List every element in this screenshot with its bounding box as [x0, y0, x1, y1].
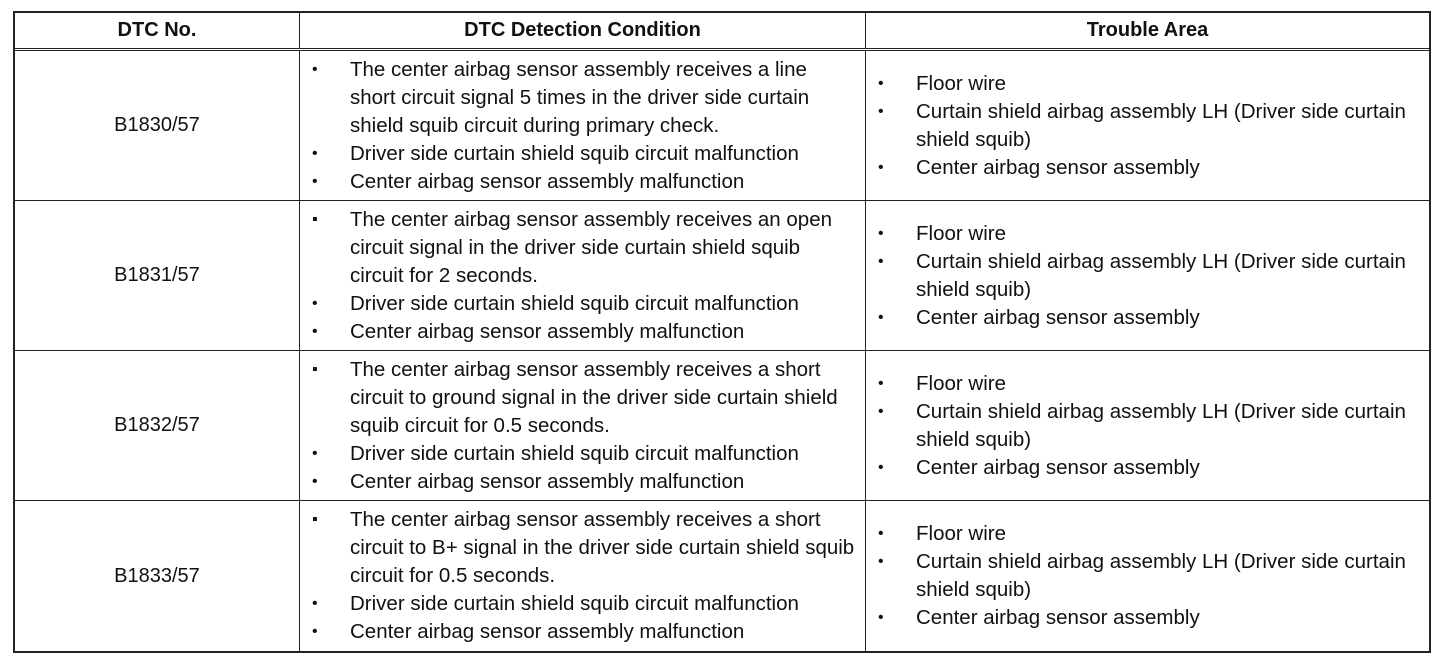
list-item	[866, 248, 1429, 304]
area-text: Center airbag sensor assembly	[916, 155, 1200, 179]
list-item	[866, 548, 1429, 604]
table-row	[15, 501, 1429, 651]
dtc-code: B1832/57	[114, 414, 200, 436]
list-item	[300, 468, 865, 496]
dtc-code: B1831/57	[114, 264, 200, 286]
list-item	[866, 604, 1429, 632]
area-text: Floor wire	[916, 522, 1006, 545]
area-list	[866, 70, 1429, 182]
bullet-icon: •	[312, 472, 318, 490]
area-text: Center airbag sensor assembly	[916, 455, 1200, 479]
bullet-icon: •	[878, 74, 884, 92]
list-item	[300, 506, 865, 590]
condition-cell	[300, 201, 866, 350]
header-dtc-no: DTC No.	[15, 13, 300, 48]
list-item	[300, 590, 865, 618]
area-list	[866, 520, 1429, 632]
bullet-icon: •	[878, 402, 884, 420]
list-item	[866, 398, 1429, 454]
bullet-icon: •	[878, 158, 884, 176]
condition-list	[300, 56, 865, 196]
dtc-cell	[15, 351, 300, 500]
condition-text: The center airbag sensor assembly receives a short circuit to B+ signal in the driver side curtain shield squib circuit for 0.5 seconds.	[350, 508, 855, 587]
area-text: Center airbag sensor assembly	[916, 305, 1200, 329]
area-text: Curtain shield airbag assembly LH (Driver side curtain shield squib)	[916, 399, 1406, 451]
list-item	[866, 70, 1429, 98]
condition-text: Driver side curtain shield squib circuit malfunction	[350, 441, 799, 465]
condition-text: The center airbag sensor assembly receives a line short circuit signal 5 times in the driver side curtain shield squib circuit during primary check.	[350, 57, 810, 137]
trouble-area-cell	[866, 201, 1429, 350]
bullet-icon: •	[878, 102, 884, 120]
header-detection-condition: DTC Detection Condition	[300, 13, 866, 48]
bullet-icon: •	[312, 294, 318, 312]
trouble-area-cell	[866, 501, 1429, 651]
bullet-icon: •	[312, 623, 318, 640]
bullet-icon: •	[312, 144, 318, 162]
bullet-icon: •	[312, 444, 318, 462]
condition-list	[300, 506, 865, 646]
area-text: Floor wire	[916, 221, 1006, 245]
list-item	[300, 56, 865, 140]
bullet-icon: ▪	[312, 360, 318, 378]
list-item	[866, 154, 1429, 182]
area-text: Curtain shield airbag assembly LH (Driver side curtain shield squib)	[916, 99, 1406, 151]
list-item	[300, 168, 865, 196]
dtc-cell	[15, 201, 300, 350]
header-trouble-area: Trouble Area	[1086, 19, 1209, 41]
condition-text: The center airbag sensor assembly receives a short circuit to ground signal in the driver side curtain shield squib circuit for 0.5 seconds.	[350, 357, 838, 437]
condition-list	[300, 356, 865, 496]
bullet-icon: •	[878, 553, 884, 570]
condition-text: Center airbag sensor assembly malfunction	[350, 620, 745, 643]
bullet-icon: ▪	[312, 210, 318, 228]
bullet-icon: •	[878, 525, 884, 542]
bullet-icon: •	[312, 172, 318, 190]
bullet-icon: •	[878, 308, 884, 326]
area-text: Floor wire	[916, 371, 1006, 395]
dtc-code: B1830/57	[114, 114, 200, 136]
list-item	[300, 318, 865, 346]
bullet-icon: •	[312, 60, 318, 78]
trouble-area-cell	[866, 351, 1429, 500]
bullet-icon: ▪	[312, 511, 318, 528]
condition-text: Center airbag sensor assembly malfunction	[350, 319, 745, 343]
dtc-code: B1833/57	[114, 564, 200, 587]
list-item	[300, 618, 865, 646]
dtc-table	[13, 11, 1431, 653]
condition-text: Center airbag sensor assembly malfunction	[350, 169, 745, 193]
list-item	[866, 98, 1429, 154]
condition-cell	[300, 501, 866, 651]
table-header-row	[15, 13, 1429, 51]
condition-text: Driver side curtain shield squib circuit malfunction	[350, 592, 799, 615]
bullet-icon: •	[312, 595, 318, 612]
condition-text: The center airbag sensor assembly receives an open circuit signal in the driver side curtain shield squib circuit for 2 seconds.	[350, 207, 833, 287]
bullet-icon: •	[878, 374, 884, 392]
condition-text: Driver side curtain shield squib circuit malfunction	[350, 291, 799, 315]
condition-cell	[300, 51, 866, 200]
table-row	[15, 51, 1429, 201]
list-item	[866, 304, 1429, 332]
area-text: Curtain shield airbag assembly LH (Driver side curtain shield squib)	[916, 550, 1406, 601]
list-item	[300, 206, 865, 290]
bullet-icon: •	[878, 224, 884, 242]
bullet-icon: •	[878, 458, 884, 476]
condition-list	[300, 206, 865, 346]
bullet-icon: •	[312, 322, 318, 340]
list-item	[300, 290, 865, 318]
condition-text: Driver side curtain shield squib circuit malfunction	[350, 141, 799, 165]
bullet-icon: •	[878, 609, 884, 626]
list-item	[300, 440, 865, 468]
dtc-cell	[15, 51, 300, 200]
list-item	[866, 520, 1429, 548]
dtc-cell	[15, 501, 300, 651]
table-row	[15, 201, 1429, 351]
list-item	[866, 370, 1429, 398]
bullet-icon: •	[878, 252, 884, 270]
table-row	[15, 351, 1429, 501]
list-item	[300, 140, 865, 168]
area-text: Curtain shield airbag assembly LH (Driver side curtain shield squib)	[916, 249, 1406, 301]
area-list	[866, 220, 1429, 332]
area-list	[866, 370, 1429, 482]
area-text: Center airbag sensor assembly	[916, 606, 1200, 629]
condition-cell	[300, 351, 866, 500]
area-text: Floor wire	[916, 71, 1006, 95]
list-item	[866, 454, 1429, 482]
list-item	[866, 220, 1429, 248]
trouble-area-cell	[866, 51, 1429, 200]
condition-text: Center airbag sensor assembly malfunction	[350, 469, 745, 493]
list-item	[300, 356, 865, 440]
